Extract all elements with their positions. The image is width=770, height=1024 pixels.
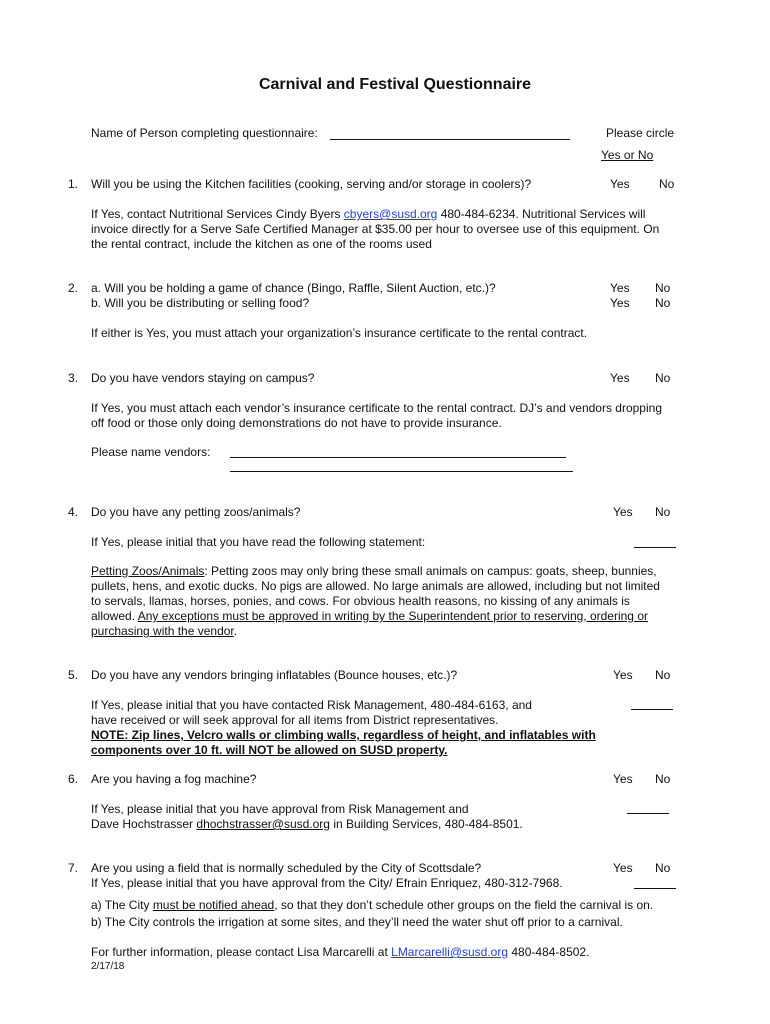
yes-or-no-header: Yes or No xyxy=(601,148,654,162)
q7-item-a-start: a) The City xyxy=(91,898,153,912)
footer-date: 2/17/18 xyxy=(91,961,125,972)
q4-yes[interactable]: Yes xyxy=(613,505,633,519)
q3-vendors-field-1[interactable] xyxy=(230,457,566,458)
footer-contact-text: For further information, please contact Lisa Marcarelli at xyxy=(91,945,388,959)
q7-item-a xyxy=(91,898,653,913)
q3-number: 3. xyxy=(67,371,78,385)
q2a-no[interactable]: No xyxy=(655,281,671,295)
footer-phone: 480-484-8502. xyxy=(511,945,590,959)
q6-no[interactable]: No xyxy=(655,772,671,786)
q3-vendors-label: Please name vendors: xyxy=(91,445,211,459)
q4-exceptions-text-end: purchasing with the vendor xyxy=(91,624,234,638)
q7-no[interactable]: No xyxy=(655,861,671,875)
q3-vendors-field-2[interactable] xyxy=(230,471,573,472)
q3-no[interactable]: No xyxy=(655,371,671,385)
q6-info-line1: If Yes, please initial that you have approval from Risk Management and xyxy=(91,802,469,816)
q7-item-a-emphasis: must be notified ahead xyxy=(152,898,275,912)
q1-number: 1. xyxy=(67,177,78,191)
name-label xyxy=(91,126,318,141)
name-label-text: Name of Person completing questionnaire: xyxy=(91,126,318,140)
please-circle-label: Please circle xyxy=(606,126,675,140)
q4-statement-line1 xyxy=(91,564,657,579)
page-title: Carnival and Festival Questionnaire xyxy=(258,76,532,93)
q4-initial-field[interactable] xyxy=(634,547,676,548)
q5-question: Do you have any vendors bringing inflatables (Bounce houses, etc.)? xyxy=(91,668,458,682)
q5-initial-field[interactable] xyxy=(631,709,673,710)
q5-info-line2: have received or will seek approval for all items from District representatives. xyxy=(91,713,499,727)
q7-question: Are you using a field that is normally scheduled by the City of Scottsdale? xyxy=(91,861,482,875)
q7-item-b: b) The City controls the irrigation at some sites, and they’ll need the water shut off prior to a carnival. xyxy=(91,915,623,929)
q5-note-line2: components over 10 ft. will NOT be allowed on SUSD property. xyxy=(91,743,448,757)
q6-number: 6. xyxy=(67,772,78,786)
q3-info-line2: off food or those only doing demonstrations do not have to provide insurance. xyxy=(91,416,502,430)
q2-info: If either is Yes, you must attach your organization’s insurance certificate to the rental contract. xyxy=(91,326,588,340)
q5-note-line1: NOTE: Zip lines, Velcro walls or climbing walls, regardless of height, and inflatables with xyxy=(91,728,596,742)
q6-contact-name: Dave Hochstrasser xyxy=(91,817,194,831)
q7-yes[interactable]: Yes xyxy=(613,861,633,875)
q1-email-link[interactable]: cbyers@susd.org xyxy=(343,207,438,221)
q7-item-a-end: , so that they don’t schedule other groups on the field the carnival is on. xyxy=(274,898,654,912)
q1-no[interactable]: No xyxy=(659,177,675,191)
q1-info-phone: 480-484-6234. Nutritional Services will xyxy=(440,207,646,221)
q7-number: 7. xyxy=(67,861,78,875)
q4-exceptions-text: Any exceptions must be approved in writing by the Superintendent prior to reserving, ordering or xyxy=(137,609,648,623)
q4-statement-line5 xyxy=(91,624,237,639)
q6-initial-field[interactable] xyxy=(627,813,669,814)
q7-initial-field[interactable] xyxy=(634,888,676,889)
q5-number: 5. xyxy=(67,668,78,682)
q4-statement-period: . xyxy=(233,624,238,638)
q4-number: 4. xyxy=(67,505,78,519)
q4-statement-line1-text: : Petting zoos may only bring these small animals on campus: goats, sheep, bunnies, xyxy=(204,564,657,578)
q2-part-b: b. Will you be distributing or selling food? xyxy=(91,296,310,310)
q4-statement-line2: pullets, hens, and exotic ducks. No pigs are allowed. No large animals are allowed, including but not limited xyxy=(91,579,660,593)
footer-contact xyxy=(91,945,589,960)
q1-info-text: If Yes, contact Nutritional Services Cindy Byers xyxy=(91,207,341,221)
q1-info-line3: the rental contract, include the kitchen as one of the rooms used xyxy=(91,237,432,251)
q7-info: If Yes, please initial that you have approval from the City/ Efrain Enriquez, 480-312-7968. xyxy=(91,876,563,890)
q4-question: Do you have any petting zoos/animals? xyxy=(91,505,301,519)
q4-statement-line4 xyxy=(91,609,648,624)
q1-question: Will you be using the Kitchen facilities (cooking, serving and/or storage in coolers)? xyxy=(91,177,532,191)
q4-statement-heading: Petting Zoos/Animals xyxy=(91,564,205,578)
q2a-yes[interactable]: Yes xyxy=(610,281,630,295)
q2-part-a: a. Will you be holding a game of chance (Bingo, Raffle, Silent Auction, etc.)? xyxy=(91,281,496,295)
q1-info-line1 xyxy=(91,207,645,222)
q4-initial-text: If Yes, please initial that you have read the following statement: xyxy=(91,535,426,549)
q1-yes[interactable]: Yes xyxy=(610,177,630,191)
q4-statement-line4-text: allowed. xyxy=(91,609,138,623)
q6-contact-info: in Building Services, 480-484-8501. xyxy=(333,817,523,831)
q4-no[interactable]: No xyxy=(655,505,671,519)
q3-info-line1: If Yes, you must attach each vendor’s insurance certificate to the rental contract. DJ’s and vendors dropping xyxy=(91,401,662,415)
q3-question: Do you have vendors staying on campus? xyxy=(91,371,315,385)
q5-no[interactable]: No xyxy=(655,668,671,682)
q6-yes[interactable]: Yes xyxy=(613,772,633,786)
q4-statement-line3: to servals, llamas, horses, ponies, and cows. For obvious health reasons, no kissing of any animals is xyxy=(91,594,630,608)
q5-yes[interactable]: Yes xyxy=(613,668,633,682)
q6-email-link[interactable]: dhochstrasser@susd.org xyxy=(196,817,330,831)
q3-yes[interactable]: Yes xyxy=(610,371,630,385)
q1-info-line2: invoice directly for a Serve Safe Certified Manager at $35.00 per hour to oversee use of this equipment. On xyxy=(91,222,660,236)
name-field[interactable] xyxy=(330,139,570,140)
q2-number: 2. xyxy=(67,281,78,295)
footer-email-link[interactable]: LMarcarelli@susd.org xyxy=(391,945,509,959)
q5-info-line1: If Yes, please initial that you have contacted Risk Management, 480-484-6163, and xyxy=(91,698,532,712)
q6-question: Are you having a fog machine? xyxy=(91,772,257,786)
q6-info-line2 xyxy=(91,817,523,832)
q2b-yes[interactable]: Yes xyxy=(610,296,630,310)
q2b-no[interactable]: No xyxy=(655,296,671,310)
